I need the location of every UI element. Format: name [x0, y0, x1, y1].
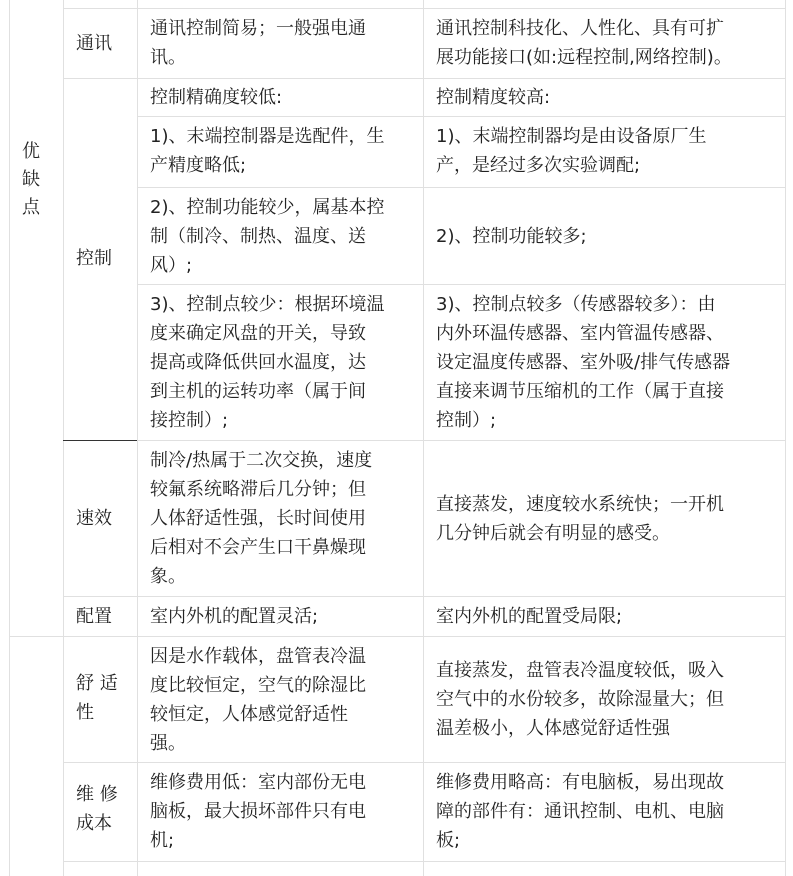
text-line: 度比较恒定，空气的除湿比 — [150, 675, 366, 696]
text-line: 室内外机的配置受局限; — [436, 606, 623, 627]
grid-line — [63, 0, 64, 876]
fluorine-cell-speed — [436, 441, 781, 596]
fluorine-cell-control-0 — [436, 83, 781, 112]
text-line: 直接来调节压缩机的工作（属于直接 — [436, 381, 724, 402]
text-line: 产精度略低; — [150, 155, 247, 176]
grid-line — [63, 762, 786, 763]
text-line: 后相对不会产生口干鼻燥现 — [150, 537, 366, 558]
water-cell-config — [150, 597, 418, 636]
fluorine-cell-control-3 — [436, 290, 781, 435]
text-line: 因是水作载体，盘管表冷温 — [150, 646, 366, 667]
text-line: 到主机的运转功率（属于间 — [150, 381, 366, 402]
text-line: 维修费用略高：有电脑板，易出现故 — [436, 772, 724, 793]
text-line: 内外环温传感器、室内管温传感器、 — [436, 323, 724, 344]
grid-line — [137, 284, 786, 285]
grid-line — [63, 78, 786, 79]
row-label-maintenance — [76, 780, 128, 838]
water-cell-control-2 — [150, 193, 418, 280]
row-label-speed: 速效 — [76, 508, 112, 529]
text-line: 2)、控制功能较少，属基本控 — [150, 197, 385, 218]
text-line: 控制精确度较低: — [150, 87, 283, 108]
text-line: 1)、末端控制器是选配件，生 — [150, 126, 385, 147]
row-label-control: 控制 — [76, 248, 112, 269]
grid-line — [63, 861, 786, 862]
text-line: 机; — [150, 830, 175, 851]
row-label-communication: 通讯 — [76, 33, 112, 54]
text-line: 风）; — [150, 255, 193, 276]
text-line: 较恒定，人体感觉舒适性 — [150, 704, 348, 725]
text-line: 控制）; — [436, 410, 497, 431]
text-line: 障的部件有：通讯控制、电机、电脑 — [436, 801, 724, 822]
fluorine-cell-control-2 — [436, 188, 781, 284]
label-line: 舒 适 — [76, 673, 118, 694]
text-line: 产，是经过多次实验调配; — [436, 155, 641, 176]
text-line: 板; — [436, 830, 461, 851]
row-label-comfort — [76, 669, 128, 727]
text-line: 温差极小，人体感觉舒适性强 — [436, 718, 670, 739]
grid-line — [785, 0, 786, 876]
grid-line — [63, 8, 786, 9]
text-line: 展功能接口(如:远程控制,网络控制)。 — [436, 47, 732, 68]
text-line: 几分钟后就会有明显的感受。 — [436, 522, 670, 544]
grid-line — [9, 636, 786, 637]
fluorine-cell-config — [436, 597, 781, 636]
water-cell-control-0 — [150, 83, 418, 112]
grid-line — [9, 0, 10, 876]
label-line: 成本 — [76, 813, 112, 834]
text-line: 人体舒适性强，长时间使用 — [150, 508, 366, 529]
group-label-char: 缺 — [22, 169, 40, 190]
text-line: 控制精度较高: — [436, 87, 551, 108]
fluorine-cell-comfort — [436, 656, 781, 743]
grid-line — [137, 116, 786, 117]
text-line: 较氟系统略滞后几分钟；但 — [150, 479, 366, 500]
text-line: 度来确定风盘的开关，导致 — [150, 323, 366, 344]
text-line: 直接蒸发，速度较水系统快；一开机 — [436, 493, 724, 515]
grid-line — [137, 0, 138, 876]
group-label-pros-cons — [16, 138, 46, 222]
text-line: 室内外机的配置灵活; — [150, 606, 319, 627]
text-line: 讯。 — [150, 47, 186, 68]
text-line: 维修费用低：室内部份无电 — [150, 772, 366, 793]
fluorine-cell-communication — [436, 14, 781, 72]
text-line: 2)、控制功能较多; — [436, 225, 587, 247]
label-line: 性 — [76, 702, 94, 723]
water-cell-comfort — [150, 642, 418, 758]
water-cell-speed — [150, 446, 418, 591]
fluorine-cell-control-1 — [436, 122, 781, 180]
water-cell-communication — [150, 14, 418, 72]
text-line: 设定温度传感器、室外吸/排气传感器 — [436, 352, 731, 373]
water-cell-control-3 — [150, 290, 418, 435]
water-cell-control-1 — [150, 122, 418, 180]
text-line: 1)、末端控制器均是由设备原厂生 — [436, 126, 707, 147]
text-line: 通讯控制科技化、人性化、具有可扩 — [436, 18, 724, 39]
text-line: 接控制）; — [150, 410, 229, 431]
fluorine-cell-maintenance — [436, 768, 781, 855]
text-line: 象。 — [150, 566, 186, 587]
text-line: 提高或降低供回水温度，达 — [150, 352, 366, 373]
text-line: 脑板，最大损坏部件只有电 — [150, 801, 366, 822]
grid-line — [423, 0, 424, 876]
text-line: 3)、控制点较少：根据环境温 — [150, 294, 385, 315]
text-line: 制冷/热属于二次交换，速度 — [150, 450, 373, 471]
text-line: 3)、控制点较多（传感器较多）：由 — [436, 294, 716, 315]
text-line: 制（制冷、制热、温度、送 — [150, 226, 366, 247]
group-label-char: 点 — [22, 197, 40, 218]
text-line: 通讯控制简易；一般强电通 — [150, 18, 366, 39]
water-cell-maintenance — [150, 768, 418, 855]
text-line: 空气中的水份较多，故除湿量大；但 — [436, 689, 724, 710]
label-line: 维 修 — [76, 784, 118, 805]
group-label-char: 优 — [22, 141, 40, 162]
row-label-config: 配置 — [76, 606, 112, 627]
text-line: 强。 — [150, 733, 186, 754]
text-line: 直接蒸发，盘管表冷温度较低，吸入 — [436, 660, 724, 681]
